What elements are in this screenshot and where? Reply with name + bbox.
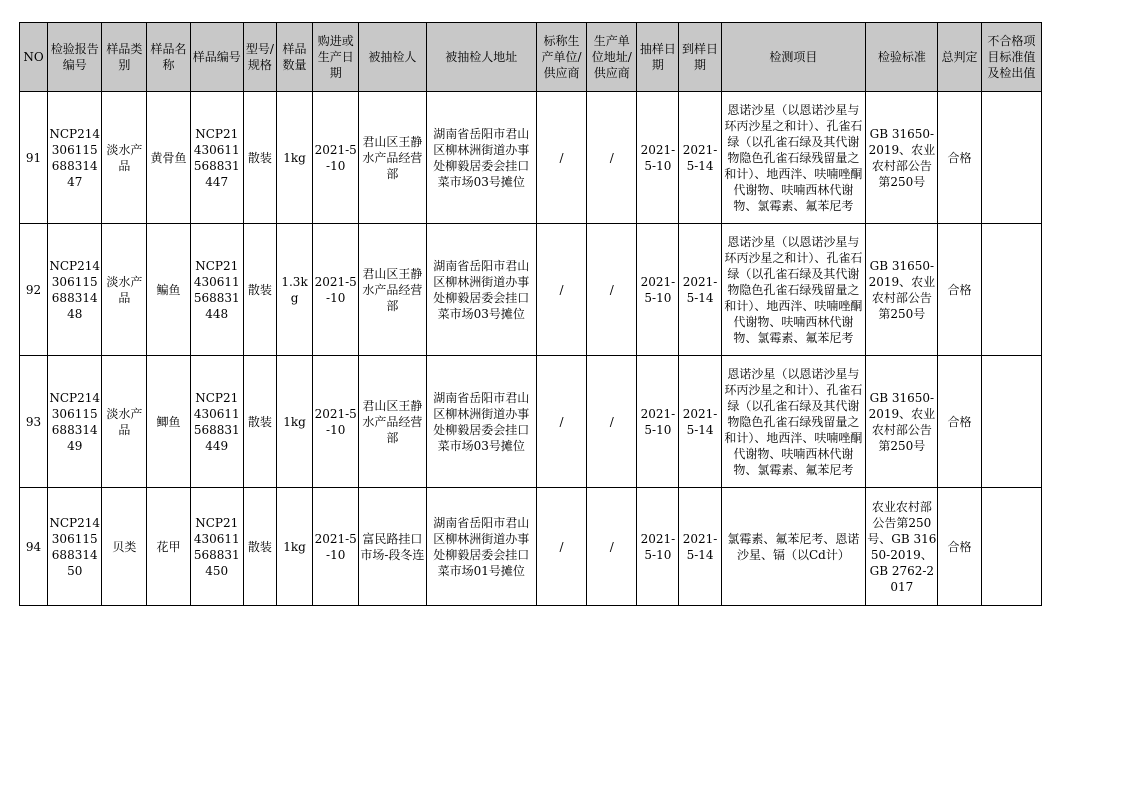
- header-inspected: 被抽检人: [359, 23, 426, 92]
- cell-address: 湖南省岳阳市君山区柳林洲街道办事处柳毅居委会挂口菜市场03号摊位: [426, 356, 536, 488]
- header-unqualified: 不合格项目标准值及检出值: [981, 23, 1041, 92]
- cell-standard: GB 31650-2019、农业农村部公告第250号: [866, 92, 938, 224]
- cell-category: 淡水产品: [102, 224, 147, 356]
- cell-category: 淡水产品: [102, 356, 147, 488]
- cell-unqualified: [981, 92, 1041, 224]
- cell-producer: /: [536, 488, 586, 606]
- header-standard: 检验标准: [866, 23, 938, 92]
- cell-producer: /: [536, 92, 586, 224]
- cell-spec: 散装: [243, 356, 276, 488]
- cell-purchase-date: 2021-5-10: [313, 92, 359, 224]
- cell-test-items: 恩诺沙星（以恩诺沙星与环丙沙星之和计）、孔雀石绿（以孔雀石绿及其代谢物隐色孔雀石绿残留量之和计）、地西泮、呋喃唑酮代谢物、呋喃西林代谢物、氯霉素、氟苯尼考: [721, 224, 866, 356]
- cell-inspected: 君山区王静水产品经营部: [359, 92, 426, 224]
- table-row: [20, 92, 1042, 224]
- cell-report-no: NCP21430611568831447: [48, 92, 102, 224]
- header-producer: 标称生产单位/供应商: [536, 23, 586, 92]
- header-arrive-date: 到样日期: [679, 23, 721, 92]
- cell-producer-address: /: [587, 356, 637, 488]
- cell-address: 湖南省岳阳市君山区柳林洲街道办事处柳毅居委会挂口菜市场03号摊位: [426, 224, 536, 356]
- cell-spec: 散装: [243, 488, 276, 606]
- cell-sample-date: 2021-5-10: [637, 224, 679, 356]
- header-category: 样品类别: [102, 23, 147, 92]
- cell-report-no: NCP21430611568831450: [48, 488, 102, 606]
- header-quantity: 样品数量: [276, 23, 312, 92]
- cell-inspected: 富民路挂口市场-段冬连: [359, 488, 426, 606]
- cell-standard: GB 31650-2019、农业农村部公告第250号: [866, 356, 938, 488]
- cell-arrive-date: 2021-5-14: [679, 488, 721, 606]
- cell-no: 93: [20, 356, 48, 488]
- header-sample-date: 抽样日期: [637, 23, 679, 92]
- cell-standard: 农业农村部公告第250号、GB 31650-2019、GB 2762-2017: [866, 488, 938, 606]
- cell-arrive-date: 2021-5-14: [679, 92, 721, 224]
- cell-no: 91: [20, 92, 48, 224]
- header-test-items: 检测项目: [721, 23, 866, 92]
- cell-report-no: NCP21430611568831448: [48, 224, 102, 356]
- header-verdict: 总判定: [938, 23, 981, 92]
- table-row: [20, 356, 1042, 488]
- cell-inspected: 君山区王静水产品经营部: [359, 224, 426, 356]
- cell-arrive-date: 2021-5-14: [679, 224, 721, 356]
- table-row: [20, 224, 1042, 356]
- cell-sample-date: 2021-5-10: [637, 92, 679, 224]
- cell-sample-date: 2021-5-10: [637, 356, 679, 488]
- cell-verdict: 合格: [938, 488, 981, 606]
- inspection-table: [19, 22, 1042, 606]
- cell-unqualified: [981, 488, 1041, 606]
- cell-quantity: 1kg: [276, 488, 312, 606]
- cell-quantity: 1kg: [276, 92, 312, 224]
- cell-report-no: NCP21430611568831449: [48, 356, 102, 488]
- cell-sample-no: NCP21430611568831447: [190, 92, 243, 224]
- cell-address: 湖南省岳阳市君山区柳林洲街道办事处柳毅居委会挂口菜市场01号摊位: [426, 488, 536, 606]
- cell-sample-name: 鲫鱼: [147, 356, 190, 488]
- cell-sample-date: 2021-5-10: [637, 488, 679, 606]
- cell-unqualified: [981, 356, 1041, 488]
- header-no: NO: [20, 23, 48, 92]
- cell-address: 湖南省岳阳市君山区柳林洲街道办事处柳毅居委会挂口菜市场03号摊位: [426, 92, 536, 224]
- header-address: 被抽检人地址: [426, 23, 536, 92]
- cell-sample-no: NCP21430611568831449: [190, 356, 243, 488]
- cell-spec: 散装: [243, 224, 276, 356]
- cell-producer-address: /: [587, 224, 637, 356]
- header-report-no: 检验报告编号: [48, 23, 102, 92]
- cell-producer-address: /: [587, 92, 637, 224]
- header-sample-name: 样品名称: [147, 23, 190, 92]
- cell-quantity: 1.3kg: [276, 224, 312, 356]
- cell-sample-name: 花甲: [147, 488, 190, 606]
- cell-unqualified: [981, 224, 1041, 356]
- header-purchase-date: 购进或生产日期: [313, 23, 359, 92]
- cell-verdict: 合格: [938, 92, 981, 224]
- cell-verdict: 合格: [938, 356, 981, 488]
- cell-inspected: 君山区王静水产品经营部: [359, 356, 426, 488]
- cell-sample-name: 黄骨鱼: [147, 92, 190, 224]
- cell-standard: GB 31650-2019、农业农村部公告第250号: [866, 224, 938, 356]
- cell-quantity: 1kg: [276, 356, 312, 488]
- header-spec: 型号/规格: [243, 23, 276, 92]
- cell-sample-name: 鳊鱼: [147, 224, 190, 356]
- cell-no: 94: [20, 488, 48, 606]
- cell-arrive-date: 2021-5-14: [679, 356, 721, 488]
- cell-category: 淡水产品: [102, 92, 147, 224]
- cell-sample-no: NCP21430611568831448: [190, 224, 243, 356]
- cell-purchase-date: 2021-5-10: [313, 224, 359, 356]
- header-row: [20, 23, 1042, 92]
- cell-test-items: 恩诺沙星（以恩诺沙星与环丙沙星之和计）、孔雀石绿（以孔雀石绿及其代谢物隐色孔雀石绿残留量之和计）、地西泮、呋喃唑酮代谢物、呋喃西林代谢物、氯霉素、氟苯尼考: [721, 92, 866, 224]
- cell-spec: 散装: [243, 92, 276, 224]
- cell-verdict: 合格: [938, 224, 981, 356]
- cell-purchase-date: 2021-5-10: [313, 356, 359, 488]
- table-row: [20, 488, 1042, 606]
- cell-producer-address: /: [587, 488, 637, 606]
- header-producer-address: 生产单位地址/供应商: [587, 23, 637, 92]
- header-sample-no: 样品编号: [190, 23, 243, 92]
- cell-producer: /: [536, 224, 586, 356]
- cell-sample-no: NCP21430611568831450: [190, 488, 243, 606]
- cell-test-items: 氯霉素、氟苯尼考、恩诺沙星、镉（以Cd计）: [721, 488, 866, 606]
- cell-purchase-date: 2021-5-10: [313, 488, 359, 606]
- cell-category: 贝类: [102, 488, 147, 606]
- cell-producer: /: [536, 356, 586, 488]
- cell-test-items: 恩诺沙星（以恩诺沙星与环丙沙星之和计）、孔雀石绿（以孔雀石绿及其代谢物隐色孔雀石绿残留量之和计）、地西泮、呋喃唑酮代谢物、呋喃西林代谢物、氯霉素、氟苯尼考: [721, 356, 866, 488]
- cell-no: 92: [20, 224, 48, 356]
